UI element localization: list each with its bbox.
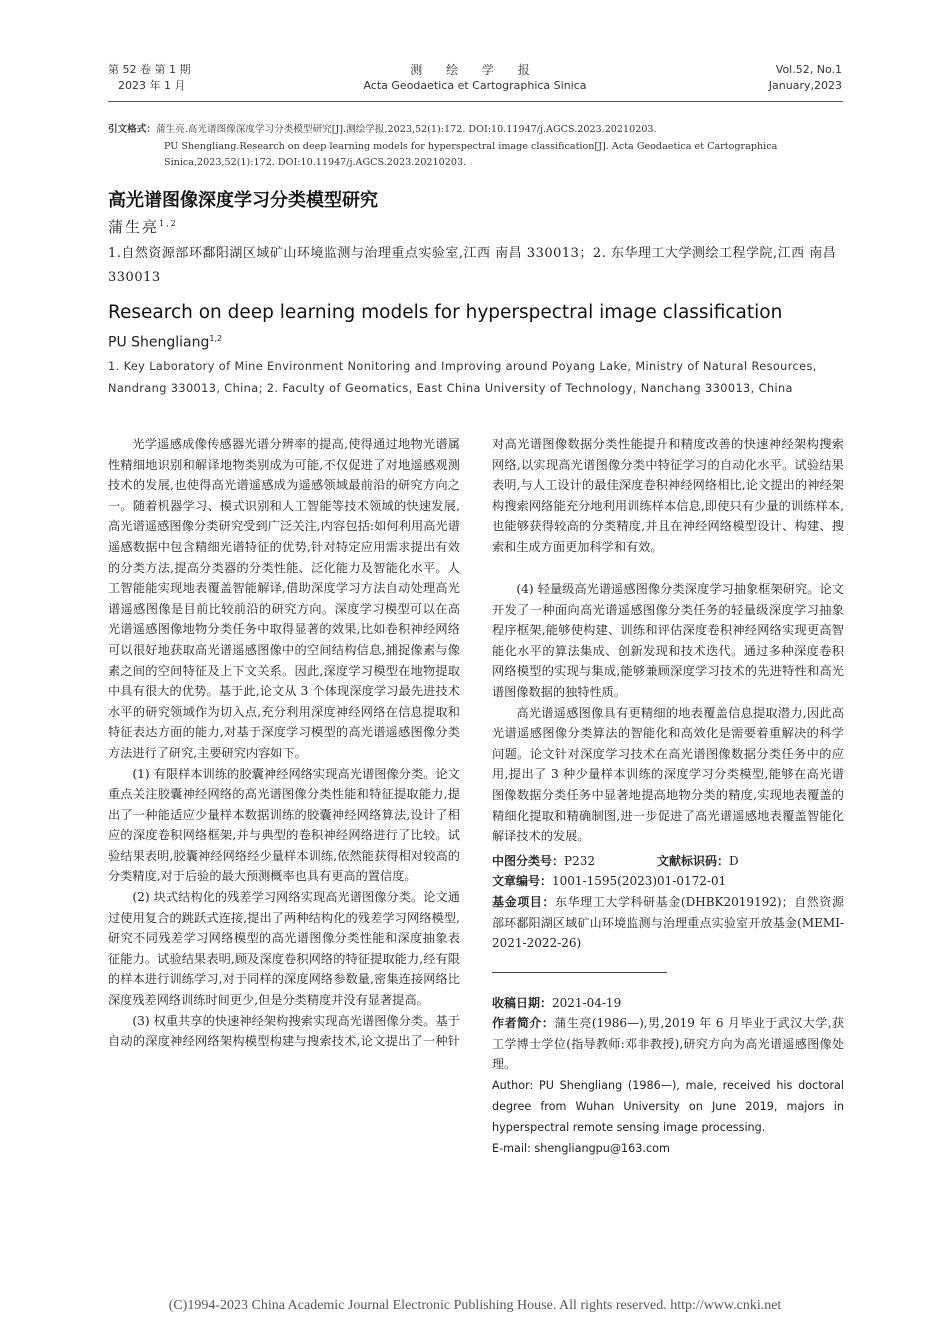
author-sup-en: 1,2	[209, 334, 223, 343]
body-column-left	[108, 434, 460, 1052]
journal-title-en: Acta Geodaetica et Cartographica Sinica	[363, 79, 587, 92]
body-paragraph-conclusion: 高光谱遥感图像具有更精细的地表覆盖信息提取潜力,因此高光谱遥感图像分类算法的智能化和高效化是需要着重解决的科学问题。论文针对深度学习技术在高光谱图像数据分类任务中的应用,提出了 3 种少量样本训练的深度学习分类模型,能够在高光谱图像数据分类任务中显著地提高地物分类的精度,实现地表覆盖的精细化提取和精确制图,进一步促进了高光谱遥感地表覆盖智能化解译技术的发展。	[492, 705, 844, 844]
bio-label: 作者简介：	[492, 1016, 555, 1031]
author-name-cn: 蒲生亮	[108, 218, 160, 236]
author-cn	[108, 216, 178, 237]
author-notes	[492, 993, 844, 1159]
affiliation-en: 1. Key Laboratory of Mine Environment Nonitoring and Improving around Poyang Lake, Ministry of Natural Resources, Nandrang 330013, China; 2. Faculty of Geomatics, East China University of Technology, Nanchang 330013, China	[108, 360, 817, 395]
author-en-label: Author:	[492, 1079, 534, 1093]
classification-meta	[492, 851, 844, 954]
copyright-footer: (C)1994-2023 China Academic Journal Electronic Publishing House. All rights reserved. http://www.cnki.net	[168, 1298, 782, 1313]
doc-code-label: 文献标识码：	[657, 853, 730, 868]
title-cn: 高光谱图像深度学习分类模型研究	[108, 190, 378, 211]
bio-value: 蒲生亮(1986—),男,2019 年 6 月毕业于武汉大学,获工学博士学位(指导教师:邓非教授),研究方向为高光谱遥感图像处理。	[492, 1016, 844, 1072]
body-paragraph-framework: (4) 轻量级高光谱遥感图像分类深度学习抽象框架研究。论文开发了一种面向高光谱遥感图像分类任务的轻量级深度学习抽象程序框架,能够使构建、训练和评估深度卷积神经网络实现更高智能化水平的算法集成、创新发现和技术迭代。通过多种深度卷积网络模型的实现与集成,能够兼顾深度学习技术的先进特性和高光谱图像数据的独特性质。	[492, 582, 844, 699]
header-rule	[108, 101, 843, 102]
author-en	[108, 334, 222, 351]
header-issue-en	[769, 62, 842, 94]
author-en-value: PU Shengliang (1986—), male, received his doctoral degree from Wuhan University on June 2019, majors in hyperspectral remote sensing image processing.	[492, 1079, 844, 1135]
volume-cn: 第 52 卷 第 1 期	[108, 63, 191, 76]
email-value[interactable]: shengliangpu@163.com	[534, 1142, 670, 1156]
citation-line-3: Sinica,2023,52(1):172. DOI:10.11947/j.AGCS.2023.20210203.	[164, 157, 467, 168]
article-no-value: 1001-1595(2023)01-0172-01	[552, 874, 727, 889]
body-column-right	[492, 434, 844, 1159]
date-en: January,2023	[768, 79, 842, 92]
received-label: 收稿日期：	[492, 995, 553, 1010]
clc-value: P232	[564, 853, 595, 868]
volume-en: Vol.52, No.1	[775, 63, 842, 76]
affiliation-cn: 1.自然资源部环鄱阳湖区域矿山环境监测与治理重点实验室,江西 南昌 330013；2. 东华理工大学测绘工程学院,江西 南昌 330013	[108, 246, 837, 285]
fund-value: 东华理工大学科研基金(DHBK2019192)；自然资源部环鄱阳湖区域矿山环境监测与治理重点实验室开放基金(MEMI-2021-2022-26)	[492, 894, 844, 951]
citation-line-2: PU Shengliang.Research on deep learning models for hyperspectral image classification[J]. Acta Geodaetica et Cartographica	[164, 140, 778, 152]
title-en: Research on deep learning models for hyperspectral image classification	[108, 302, 783, 323]
body-paragraph-residual: (2) 块式结构化的残差学习网络实现高光谱图像分类。论文通过使用复合的跳跃式连接,提出了两种结构化的残差学习网络模型,研究不同残差学习网络模型的高光谱图像分类性能和深度抽象表征能力。试验结果表明,顾及深度卷积网络的特征提取能力,经有限的样本进行训练学习,对于同样的深度网络参数量,密集连接网络比深度残差网络训练时间更少,但是分类精度并没有显著提高。	[108, 890, 460, 1008]
body-paragraph-intro: 光学遥感成像传感器光谱分辨率的提高,使得通过地物光谱属性精细地识别和解译地物类别成为可能,不仅促进了对地遥感观测技术的发展,也使得高光谱遥感成为遥感领域最前沿的研究方向之一。随着机器学习、模式识别和人工智能等技术领域的快速发展,高光谱遥感图像分类研究受到广泛关注,内容包括:如何利用高光谱遥感数据中包含精细光谱特征的优势,针对特定应用需求提出有效的分类方法,提高分类器的分类性能、泛化能力及智能化水平。人工智能能实现地表覆盖智能解译,借助深度学习方法自动处理高光谱遥感图像是目前比较前沿的研究方向。深度学习模型可以在高光谱遥感图像地物分类任务中取得显著的效果,比如卷积神经网络可以很好地获取高光谱遥感图像中的空间结构信息,捕捉像素与像素之间的空间特征及上下文关系。因此,深度学习模型在地物提取中具有很大的优势。基于此,论文从 3 个体现深度学习最先进技术水平的研究领域作为切入点,充分利用深度神经网络在信息提取和特征表达方面的能力,对基于深度学习模型的高光谱遥感图像分类方法进行了研究,主要研究内容如下。	[108, 437, 460, 760]
citation-line-1: 蒲生亮.高光谱图像深度学习分类模型研究[J].测绘学报,2023,52(1):172. DOI:10.11947/j.AGCS.2023.20210203.	[155, 124, 657, 135]
clc-label: 中图分类号：	[492, 853, 565, 868]
doc-code-value: D	[729, 853, 739, 868]
journal-title-cn: 测 绘 学 报	[410, 63, 540, 77]
received-value: 2021-04-19	[552, 995, 622, 1010]
author-name-en: PU Shengliang	[108, 334, 210, 351]
author-sup-cn: 1,2	[159, 219, 178, 228]
date-cn: 2023 年 1 月	[118, 79, 186, 92]
email-label: E-mail:	[492, 1142, 531, 1156]
body-paragraph-capsule: (1) 有限样本训练的胶囊神经网络实现高光谱图像分类。论文重点关注胶囊神经网络的高光谱图像分类性能和特征提取能力,提出了一种能适应少量样本数据训练的胶囊神经网络算法,设计了相应的深度卷积网络框架,并与典型的卷积神经网络进行了比较。试验结果表明,胶囊神经网络经少量样本训练,依然能获得相对较高的分类精度,对于后验的最大预测概率也具有更高的置信度。	[108, 766, 460, 884]
citation-label: 引文格式：	[108, 124, 156, 135]
citation-block	[108, 122, 848, 172]
body-paragraph-nas-cont: 对高光谱图像数据分类性能提升和精度改善的快速神经架构搜索网络,以实现高光谱图像分类中特征学习的自动化水平。试验结果表明,与人工设计的最佳深度卷积神经网络相比,论文提出的神经架构搜索网络能充分地利用训练样本信息,即使只有少量的训练样本,也能够获得较高的分类精度,并且在神经网络模型设计、构建、搜索和生成方面更加科学和有效。	[492, 437, 844, 554]
footnote-rule	[492, 972, 667, 973]
fund-label: 基金项目：	[492, 894, 555, 909]
article-no-label: 文章编号：	[492, 874, 553, 889]
body-paragraph-nas: (3) 权重共享的快速神经架构搜索实现高光谱图像分类。基于自动的深度神经网络架构模型构建与搜索技术,论文提出了一种针	[108, 1013, 460, 1049]
